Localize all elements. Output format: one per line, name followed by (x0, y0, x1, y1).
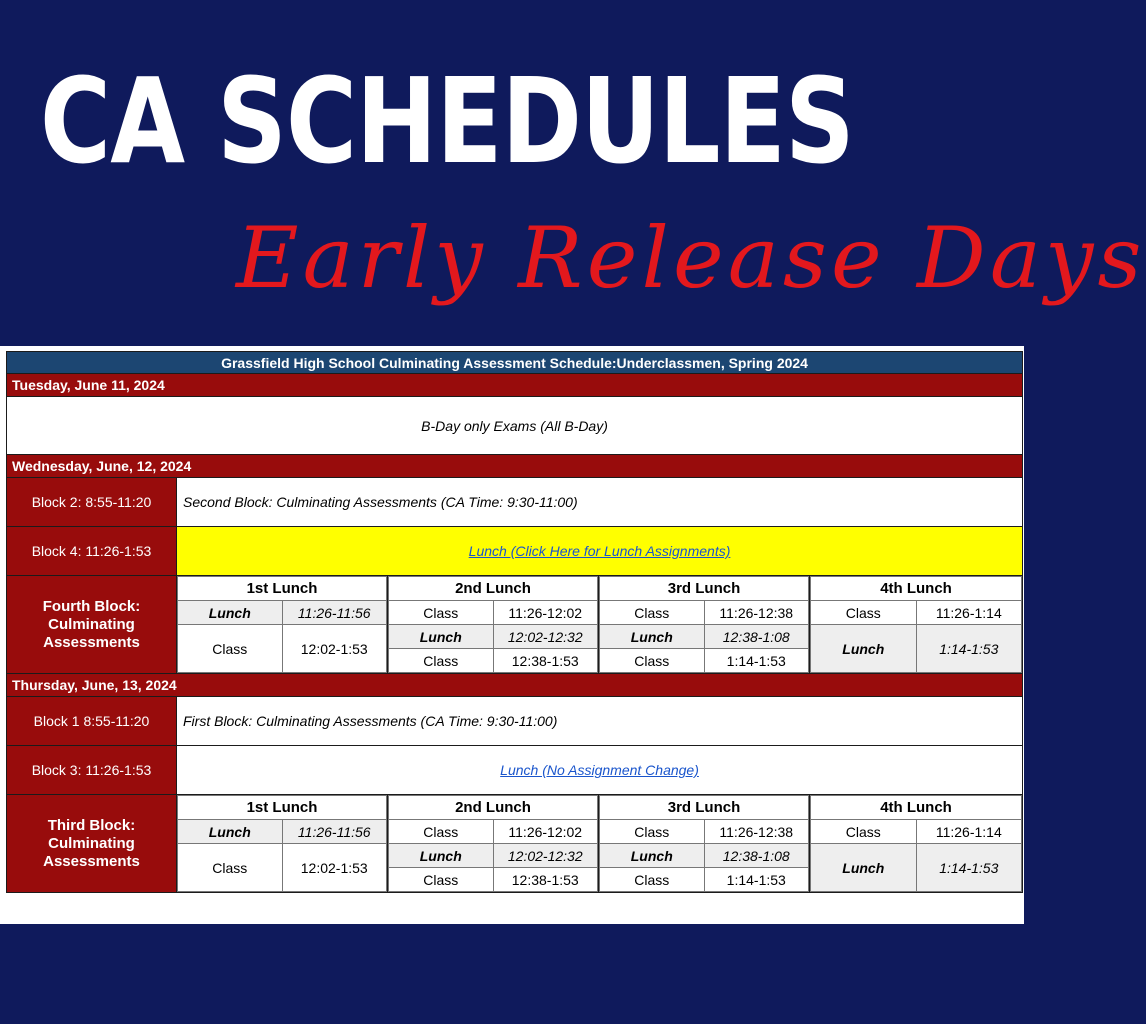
tuesday-note: B-Day only Exams (All B-Day) (7, 397, 1023, 455)
class-cell: Class (178, 625, 283, 673)
thursday-block-a-desc: First Block: Culminating Assessments (CA Time: 9:30-11:00) (177, 697, 1023, 746)
thursday-block-b-label: Block 3: 11:26-1:53 (7, 746, 177, 795)
lunch-heading: 3rd Lunch (600, 796, 809, 820)
time-cell: 12:02-12:32 (493, 625, 598, 649)
lunch-heading: 1st Lunch (178, 796, 387, 820)
time-cell: 11:26-12:02 (493, 601, 598, 625)
wednesday-block-a-desc: Second Block: Culminating Assessments (CA Time: 9:30-11:00) (177, 478, 1023, 527)
class-cell: Class (811, 601, 917, 625)
class-cell: Class (600, 649, 705, 673)
thursday-block-a-label: Block 1 8:55-11:20 (7, 697, 177, 746)
banner-title: CA SCHEDULES (40, 52, 854, 190)
time-cell: 11:26-12:38 (704, 820, 809, 844)
wed-first-lunch (177, 576, 388, 674)
class-cell: Class (600, 820, 705, 844)
time-cell: 11:26-11:56 (282, 601, 387, 625)
wed-second-lunch (388, 576, 599, 674)
thu-third-lunch (599, 795, 810, 893)
lunch-heading: 3rd Lunch (600, 577, 809, 601)
lunch-cell: Lunch (811, 625, 917, 673)
class-cell: Class (389, 601, 494, 625)
lunch-heading: 4th Lunch (811, 796, 1022, 820)
time-cell: 1:14-1:53 (704, 649, 809, 673)
thu-fourth-lunch (810, 795, 1023, 893)
wed-third-lunch (599, 576, 810, 674)
lunch-cell: Lunch (389, 625, 494, 649)
lunch-assignments-link[interactable]: Lunch (Click Here for Lunch Assignments) (468, 543, 731, 559)
wednesday-lunch-cell (177, 527, 1023, 576)
lunch-heading: 4th Lunch (811, 577, 1022, 601)
banner-subtitle: Early Release Days (236, 209, 1146, 307)
thu-second-lunch (388, 795, 599, 893)
class-cell: Class (600, 868, 705, 892)
wed-fourth-lunch (810, 576, 1023, 674)
thursday-date: Thursday, June, 13, 2024 (7, 674, 1023, 697)
class-cell: Class (389, 649, 494, 673)
lunch-cell: Lunch (178, 820, 283, 844)
thu-first-lunch (177, 795, 388, 893)
class-cell: Class (389, 868, 494, 892)
time-cell: 12:38-1:08 (704, 625, 809, 649)
thursday-ca-label: Third Block: Culminating Assessments (7, 795, 177, 893)
time-cell: 12:02-1:53 (282, 625, 387, 673)
thursday-lunch-cell (177, 746, 1023, 795)
time-cell: 11:26-1:14 (916, 601, 1022, 625)
time-cell: 12:38-1:53 (493, 649, 598, 673)
lunch-cell: Lunch (600, 844, 705, 868)
lunch-heading: 2nd Lunch (389, 577, 598, 601)
time-cell: 12:38-1:53 (493, 868, 598, 892)
lunch-cell: Lunch (389, 844, 494, 868)
time-cell: 12:02-1:53 (282, 844, 387, 892)
schedule-table (6, 351, 1023, 893)
lunch-cell: Lunch (178, 601, 283, 625)
time-cell: 1:14-1:53 (916, 844, 1022, 892)
lunch-heading: 2nd Lunch (389, 796, 598, 820)
time-cell: 1:14-1:53 (916, 625, 1022, 673)
lunch-cell: Lunch (811, 844, 917, 892)
time-cell: 12:02-12:32 (493, 844, 598, 868)
time-cell: 12:38-1:08 (704, 844, 809, 868)
lunch-heading: 1st Lunch (178, 577, 387, 601)
wednesday-block-b-label: Block 4: 11:26-1:53 (7, 527, 177, 576)
lunch-cell: Lunch (600, 625, 705, 649)
time-cell: 11:26-12:38 (704, 601, 809, 625)
wednesday-date: Wednesday, June, 12, 2024 (7, 455, 1023, 478)
wednesday-ca-label: Fourth Block: Culminating Assessments (7, 576, 177, 674)
schedule-header: Grassfield High School Culminating Assessment Schedule:Underclassmen, Spring 2024 (7, 352, 1023, 374)
class-cell: Class (389, 820, 494, 844)
time-cell: 11:26-12:02 (493, 820, 598, 844)
lunch-no-change-link[interactable]: Lunch (No Assignment Change) (500, 762, 699, 778)
time-cell: 1:14-1:53 (704, 868, 809, 892)
wednesday-block-a-label: Block 2: 8:55-11:20 (7, 478, 177, 527)
time-cell: 11:26-1:14 (916, 820, 1022, 844)
schedule-sheet (0, 346, 1024, 924)
tuesday-date: Tuesday, June 11, 2024 (7, 374, 1023, 397)
class-cell: Class (600, 601, 705, 625)
class-cell: Class (178, 844, 283, 892)
time-cell: 11:26-11:56 (282, 820, 387, 844)
class-cell: Class (811, 820, 917, 844)
